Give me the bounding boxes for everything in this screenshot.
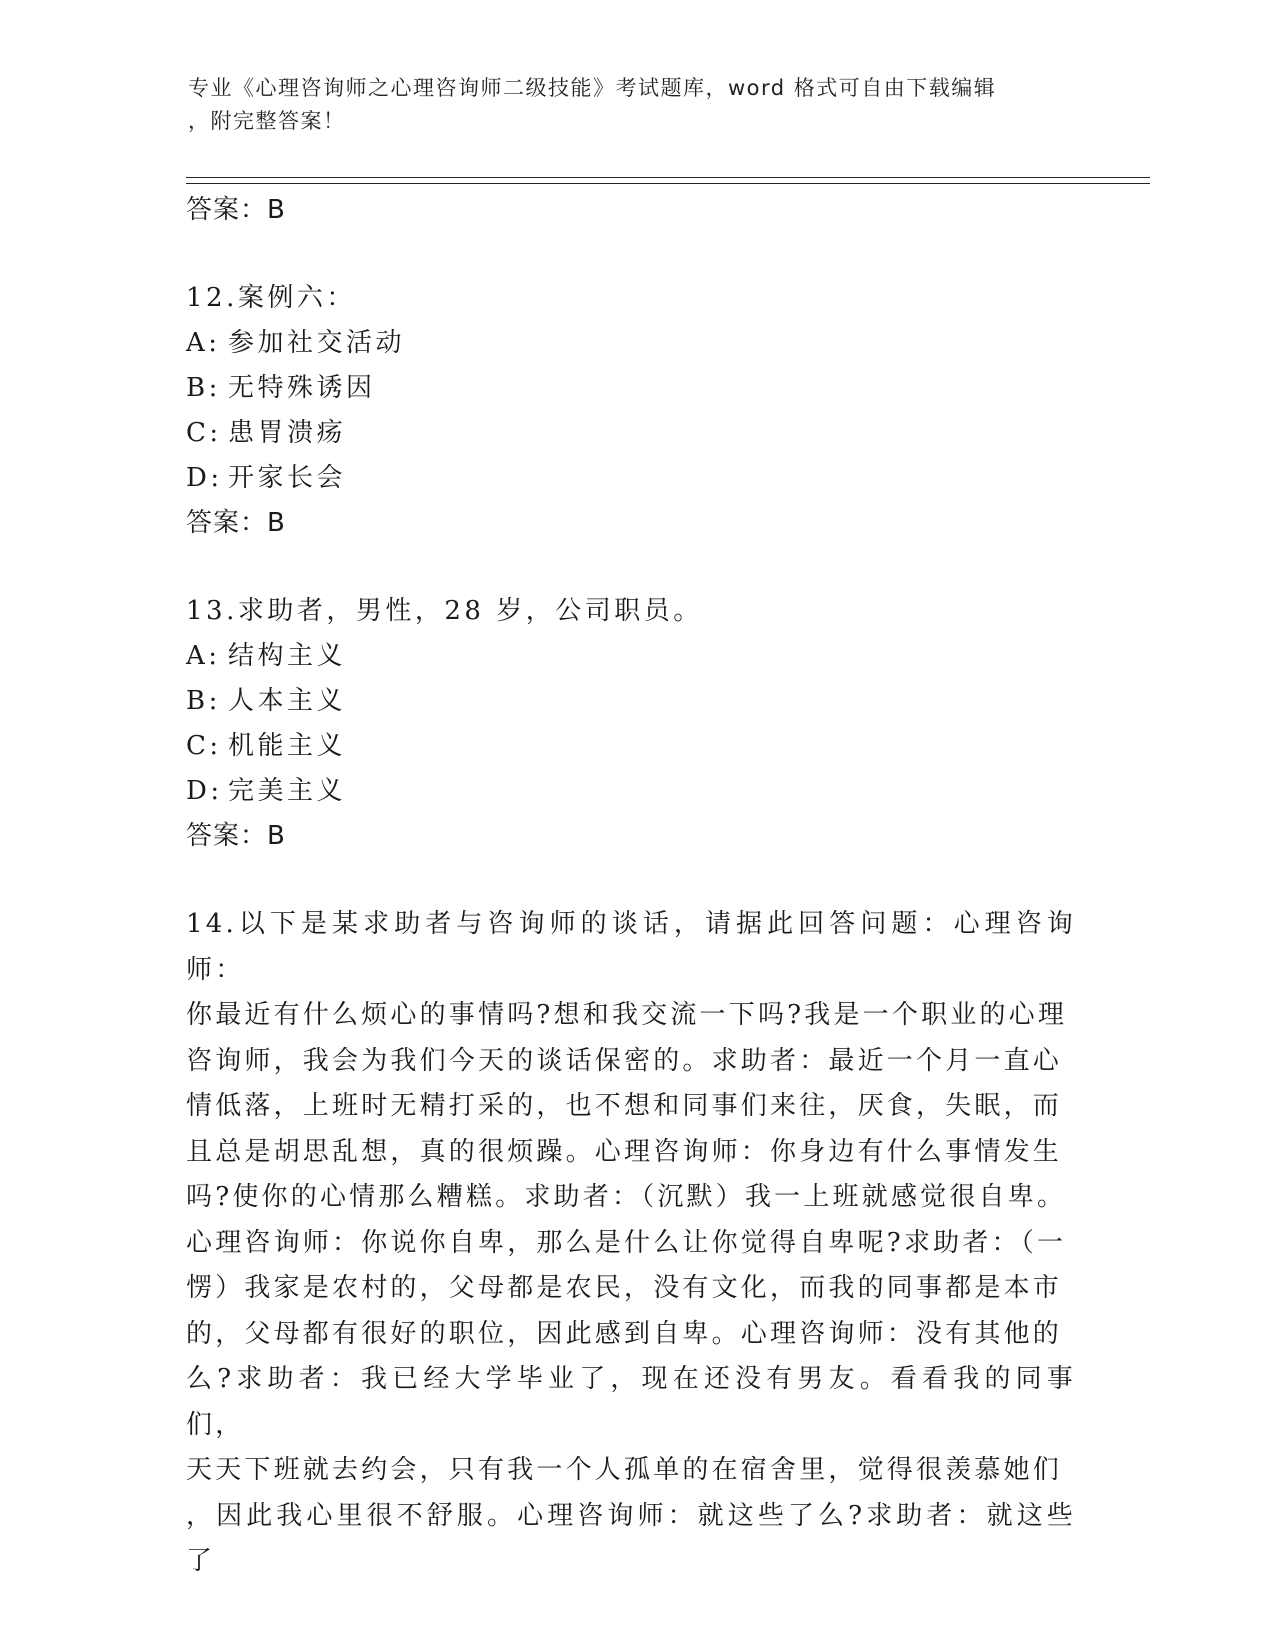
question-text-line: 且总是胡思乱想，真的很烦躁。心理咨询师：你身边有什么事情发生 [186, 1136, 1063, 1167]
option-letter: A: [186, 328, 221, 358]
question-stem: 13.求助者，男性，28 岁，公司职员。 [186, 596, 703, 626]
question-text-line: 情低落，上班时无精打采的，也不想和同事们来往，厌食，失眠，而 [186, 1091, 1063, 1121]
question-text-line: 愣）我家是农村的，父母都是农民，没有文化，而我的同事都是本市 [186, 1273, 1063, 1303]
question-text-line: 咨询师，我会为我们今天的谈话保密的。求助者：最近一个月一直心 [186, 1045, 1063, 1076]
question-13 [186, 589, 1076, 858]
question-text-line: 天天下班就去约会，只有我一个人孤单的在宿舍里，觉得很羡慕她们 [186, 1455, 1063, 1485]
option-d [186, 769, 1076, 814]
option-c [186, 411, 1076, 456]
question-text-line: ，因此我心里很不舒服。心理咨询师：就这些了么?求助者：就这些了 [186, 1500, 1076, 1576]
option-text: 结构主义 [228, 641, 347, 671]
option-text: 机能主义 [228, 731, 347, 761]
option-letter: C: [186, 731, 222, 761]
spacer [186, 858, 1076, 902]
option-b [186, 679, 1076, 724]
option-text: 完美主义 [228, 776, 347, 806]
question-stem: 12.案例六： [186, 283, 356, 313]
question-text-line: 么?求助者：我已经大学毕业了，现在还没有男友。看看我的同事们， [186, 1364, 1076, 1440]
option-letter: D: [186, 463, 223, 493]
question-12 [186, 276, 1076, 545]
option-b [186, 366, 1076, 411]
option-a [186, 634, 1076, 679]
question-text-line: 的，父母都有很好的职位，因此感到自卑。心理咨询师：没有其他的 [186, 1318, 1063, 1349]
option-letter: B: [186, 373, 221, 403]
option-letter: D: [186, 776, 223, 806]
option-letter: B: [186, 686, 221, 716]
answer: 答案：B [186, 821, 286, 851]
page-header [188, 72, 1068, 138]
question-text-line: 心理咨询师：你说你自卑，那么是什么让你觉得自卑呢?求助者：（一 [186, 1227, 1067, 1258]
option-c [186, 724, 1076, 769]
option-text: 参加社交活动 [228, 328, 406, 358]
question-text-line: 你最近有什么烦心的事情吗?想和我交流一下吗?我是一个职业的心理 [186, 1000, 1068, 1030]
answer-prev: 答案：B [186, 195, 286, 225]
question-text-line: 14.以下是某求助者与咨询师的谈话，请据此回答问题：心理咨询师： [186, 909, 1076, 985]
option-text: 无特殊诱因 [228, 373, 376, 403]
option-letter: A: [186, 641, 221, 671]
option-text: 开家长会 [228, 463, 347, 493]
option-a [186, 321, 1076, 366]
option-text: 人本主义 [228, 686, 347, 716]
spacer [186, 232, 1076, 276]
option-d [186, 456, 1076, 501]
spacer [186, 545, 1076, 589]
option-text: 患胃溃疡 [228, 418, 347, 448]
header-line-1: 专业《心理咨询师之心理咨询师二级技能》考试题库，word 格式可自由下载编辑 [188, 76, 997, 100]
document-body [186, 188, 1076, 1585]
question-text-line: 吗?使你的心情那么糟糕。求助者：（沉默）我一上班就感觉很自卑。 [186, 1182, 1067, 1212]
question-14 [186, 902, 1076, 1585]
header-line-2: ，附完整答案！ [188, 109, 346, 133]
option-letter: C: [186, 418, 222, 448]
header-divider [186, 177, 1150, 184]
answer: 答案：B [186, 508, 286, 538]
